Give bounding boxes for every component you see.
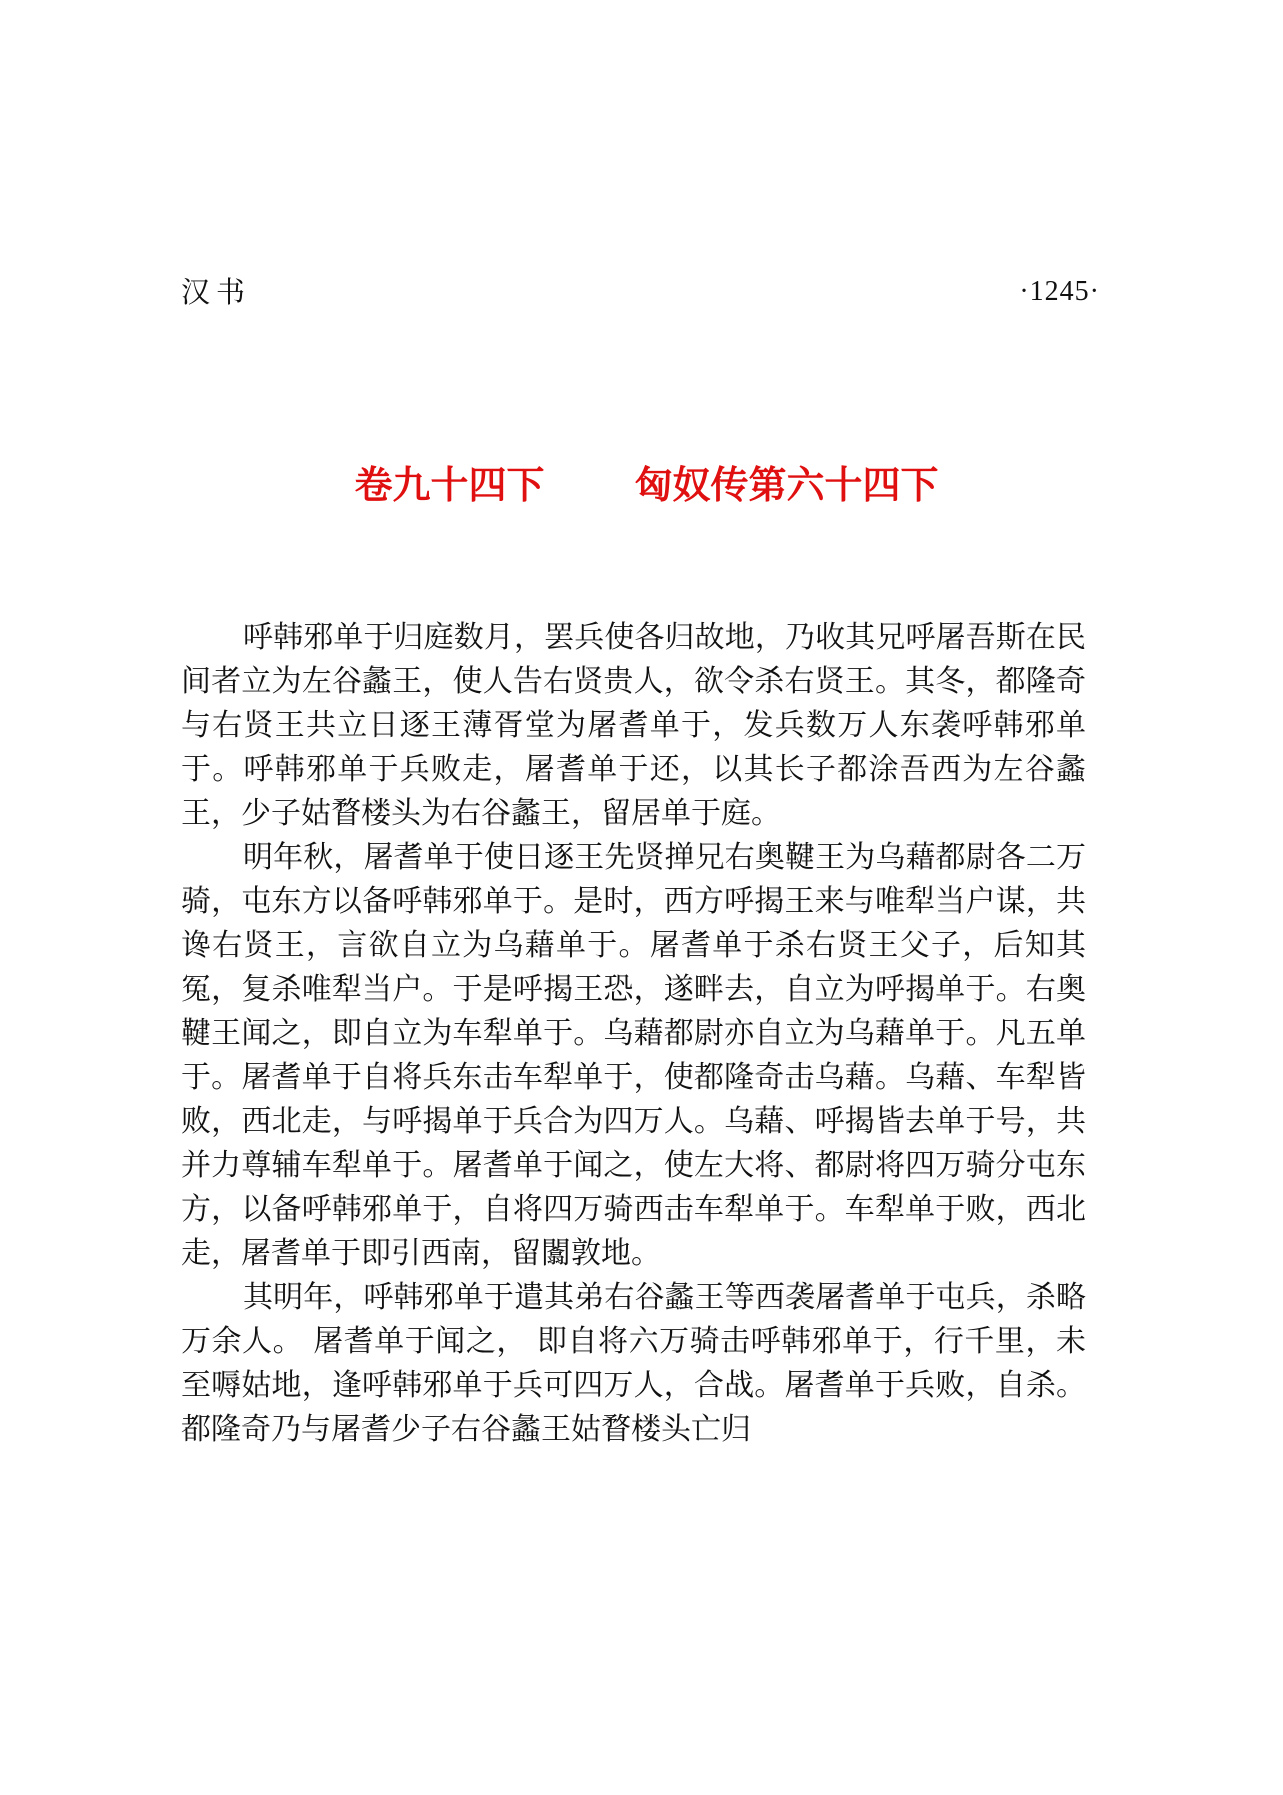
chapter-volume: 卷九十四下: [354, 463, 545, 507]
paragraph: 呼韩邪单于归庭数月，罢兵使各归故地，乃收其兄呼屠吾斯在民间者立为左谷蠡王，使人告右贤贵人，欲令杀右贤王。其冬，都隆奇与右贤王共立日逐王薄胥堂为屠耆单于，发兵数万人东袭呼韩邪单于。呼韩邪单于兵败走，屠耆单于还，以其长子都涂吾西为左谷蠡王，少子姑瞀楼头为右谷蠡王，留居单于庭。: [181, 620, 1086, 831]
chapter-title: 匈奴传第六十四下: [634, 463, 939, 507]
paragraph: 其明年，呼韩邪单于遣其弟右谷蠡王等西袭屠耆单于屯兵，杀略万余人。 屠耆单于闻之， 即自将六万骑击呼韩邪单于，行千里，未至嗕姑地，逢呼韩邪单于兵可四万人，合战。屠耆单于兵败，自杀。都隆奇乃与屠耆少子右谷蠡王姑瞀楼头亡归: [181, 1280, 1086, 1447]
chapter-heading: [0, 460, 1283, 510]
paragraph: 明年秋，屠耆单于使日逐王先贤掸兄右奥鞬王为乌藉都尉各二万骑，屯东方以备呼韩邪单于。是时，西方呼揭王来与唯犁当户谋，共谗右贤王，言欲自立为乌藉单于。屠耆单于杀右贤王父子，后知其冤，复杀唯犁当户。于是呼揭王恐，遂畔去，自立为呼揭单于。右奥鞬王闻之，即自立为车犁单于。乌藉都尉亦自立为乌藉单于。凡五单于。屠耆单于自将兵东击车犁单于，使都隆奇击乌藉。乌藉、车犁皆败，西北走，与呼揭单于兵合为四万人。乌藉、呼揭皆去单于号，共并力尊辅车犁单于。屠耆单于闻之，使左大将、都尉将四万骑分屯东方，以备呼韩邪单于，自将四万骑西击车犁单于。车犁单于败，西北走，屠耆单于即引西南，留闟敦地。: [181, 840, 1086, 1271]
page-number: ·1245·: [1019, 276, 1100, 307]
body-text: [181, 616, 1086, 1452]
running-head-book-title: 汉书: [181, 275, 252, 309]
